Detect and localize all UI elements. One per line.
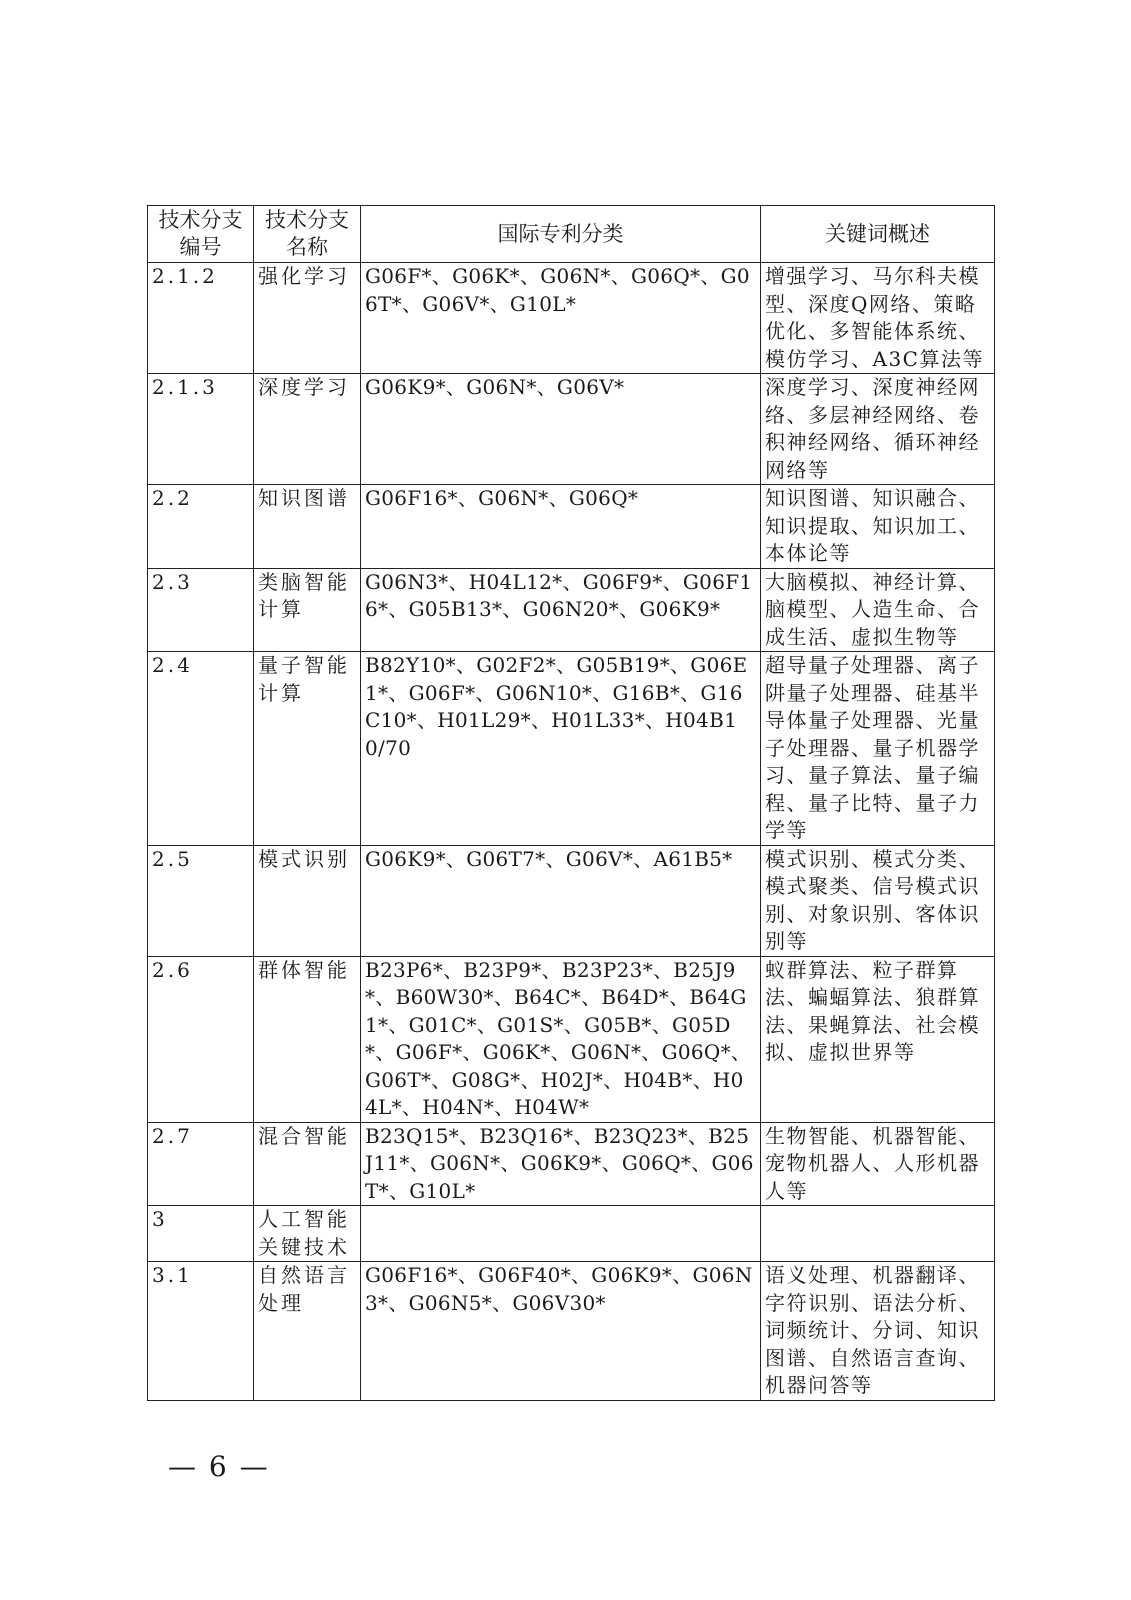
keywords-cell: 知识图谱、知识融合、知识提取、知识加工、本体论等 [761,485,995,569]
branch-name-cell: 模式识别 [254,845,361,956]
table-row [148,956,995,1122]
keywords-cell: 模式识别、模式分类、模式聚类、信号模式识别、对象识别、客体识别等 [761,845,995,956]
branch-number-cell: 2.1.3 [148,374,254,485]
table-header-row [148,206,995,263]
ipc-cell: G06F16*、G06F40*、G06K9*、G06N3*、G06N5*、G06V30* [361,1262,761,1401]
table-row [148,1206,995,1262]
page-number: — 6 — [168,1450,270,1483]
branch-name-cell: 强化学习 [254,263,361,374]
header-branch-number-line2: 编号 [179,235,222,259]
table-row [148,845,995,956]
keywords-cell: 深度学习、深度神经网络、多层神经网络、卷积神经网络、循环神经网络等 [761,374,995,485]
header-ipc: 国际专利分类 [361,206,761,263]
branch-name-cell: 类脑智能计算 [254,568,361,652]
branch-name-cell: 群体智能 [254,956,361,1122]
ipc-cell [361,1206,761,1262]
branch-number-cell: 2.3 [148,568,254,652]
ipc-cell: B23Q15*、B23Q16*、B23Q23*、B25J11*、G06N*、G06K9*、G06Q*、G06T*、G10L* [361,1122,761,1206]
table-row [148,1262,995,1401]
table-row [148,485,995,569]
branch-number-cell: 2.5 [148,845,254,956]
branch-name-cell: 知识图谱 [254,485,361,569]
keywords-cell: 大脑模拟、神经计算、脑模型、人造生命、合成生活、虚拟生物等 [761,568,995,652]
branch-name-cell: 混合智能 [254,1122,361,1206]
header-branch-number-line1: 技术分支 [158,208,243,232]
keywords-cell: 增强学习、马尔科夫模型、深度Q网络、策略优化、多智能体系统、模仿学习、A3C算法等 [761,263,995,374]
ipc-cell: G06F*、G06K*、G06N*、G06Q*、G06T*、G06V*、G10L* [361,263,761,374]
header-branch-name-line1: 技术分支 [265,208,349,232]
table-header [148,206,995,263]
keywords-cell [761,1206,995,1262]
header-branch-name [254,206,361,263]
branch-number-cell: 2.7 [148,1122,254,1206]
keywords-cell: 蚁群算法、粒子群算法、蝙蝠算法、狼群算法、果蝇算法、社会模拟、虚拟世界等 [761,956,995,1122]
branch-number-cell: 2.4 [148,652,254,846]
header-branch-name-line2: 名称 [286,235,328,259]
branch-number-cell: 2.2 [148,485,254,569]
branch-name-cell: 量子智能计算 [254,652,361,846]
ipc-cell: G06K9*、G06T7*、G06V*、A61B5* [361,845,761,956]
ipc-cell: B23P6*、B23P9*、B23P23*、B25J9*、B60W30*、B64C*、B64D*、B64G1*、G01C*、G01S*、G05B*、G05D*、G06F*、G06K*、G06N*、G06Q*、G06T*、G08G*、H02J*、H04B*、H04L*、H04N*、H04W* [361,956,761,1122]
ipc-cell: G06F16*、G06N*、G06Q* [361,485,761,569]
keywords-cell: 语义处理、机器翻译、字符识别、语法分析、词频统计、分词、知识图谱、自然语言查询、机器问答等 [761,1262,995,1401]
branch-name-cell: 人工智能关键技术 [254,1206,361,1262]
branch-name-cell: 自然语言处理 [254,1262,361,1401]
header-branch-number [148,206,254,263]
table-row [148,374,995,485]
table-body [148,263,995,1401]
keywords-cell: 超导量子处理器、离子阱量子处理器、硅基半导体量子处理器、光量子处理器、量子机器学习、量子算法、量子编程、量子比特、量子力学等 [761,652,995,846]
branch-number-cell: 2.1.2 [148,263,254,374]
branch-number-cell: 3 [148,1206,254,1262]
table-row [148,652,995,846]
ipc-cell: G06N3*、H04L12*、G06F9*、G06F16*、G05B13*、G06N20*、G06K9* [361,568,761,652]
table-row [148,568,995,652]
header-keywords: 关键词概述 [761,206,995,263]
branch-number-cell: 2.6 [148,956,254,1122]
table-row [148,1122,995,1206]
keywords-cell: 生物智能、机器智能、宠物机器人、人形机器人等 [761,1122,995,1206]
ipc-cell: G06K9*、G06N*、G06V* [361,374,761,485]
ipc-cell: B82Y10*、G02F2*、G05B19*、G06E1*、G06F*、G06N10*、G16B*、G16C10*、H01L29*、H01L33*、H04B10/70 [361,652,761,846]
branch-number-cell: 3.1 [148,1262,254,1401]
table-row [148,263,995,374]
ai-patent-classification-table [147,205,995,1401]
branch-name-cell: 深度学习 [254,374,361,485]
